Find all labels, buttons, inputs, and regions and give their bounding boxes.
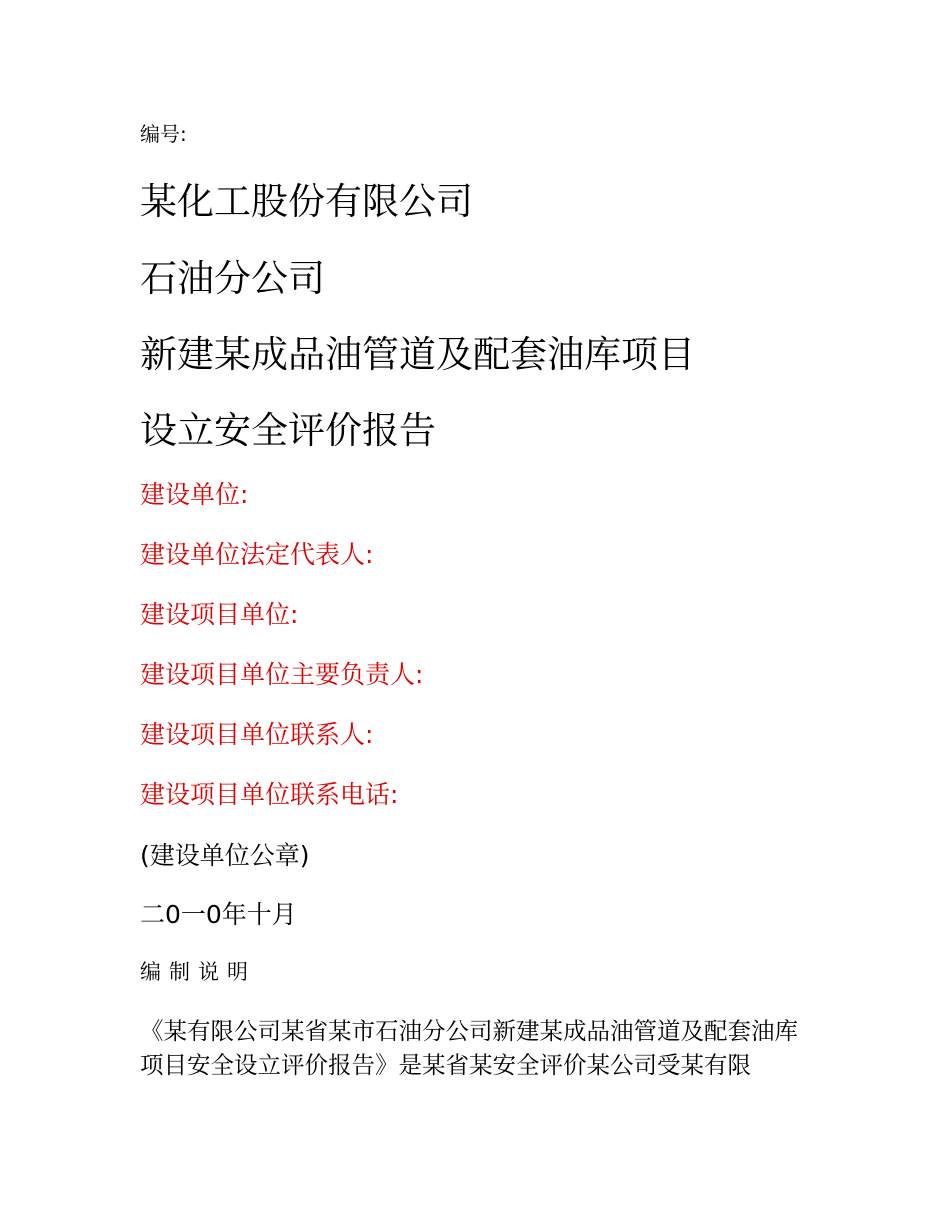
field-project-principal: 建设项目单位主要负责人: [140,660,424,689]
title-report-type: 设立安全评价报告 [140,409,436,452]
title-project: 新建某成品油管道及配套油库项目 [140,333,695,376]
intro-paragraph: 《某有限公司某省某市石油分公司新建某成品油管道及配套油库项目安全设立评价报告》是某省某安全评价某公司受某有限 [140,1017,798,1079]
field-construction-unit: 建设单位: [140,480,249,509]
field-project-contact: 建设项目单位联系人: [140,720,374,749]
section-heading: 编制说明 [140,960,256,984]
report-date: 二0一0年十月 [140,900,297,929]
field-project-phone: 建设项目单位联系电话: [140,780,399,809]
title-branch: 石油分公司 [140,257,325,300]
field-project-unit: 建设项目单位: [140,600,299,629]
field-legal-representative: 建设单位法定代表人: [140,540,374,569]
seal-note: (建设单位公章) [140,841,310,870]
title-company: 某化工股份有限公司 [140,180,473,223]
serial-number-label: 编号: [140,122,187,146]
